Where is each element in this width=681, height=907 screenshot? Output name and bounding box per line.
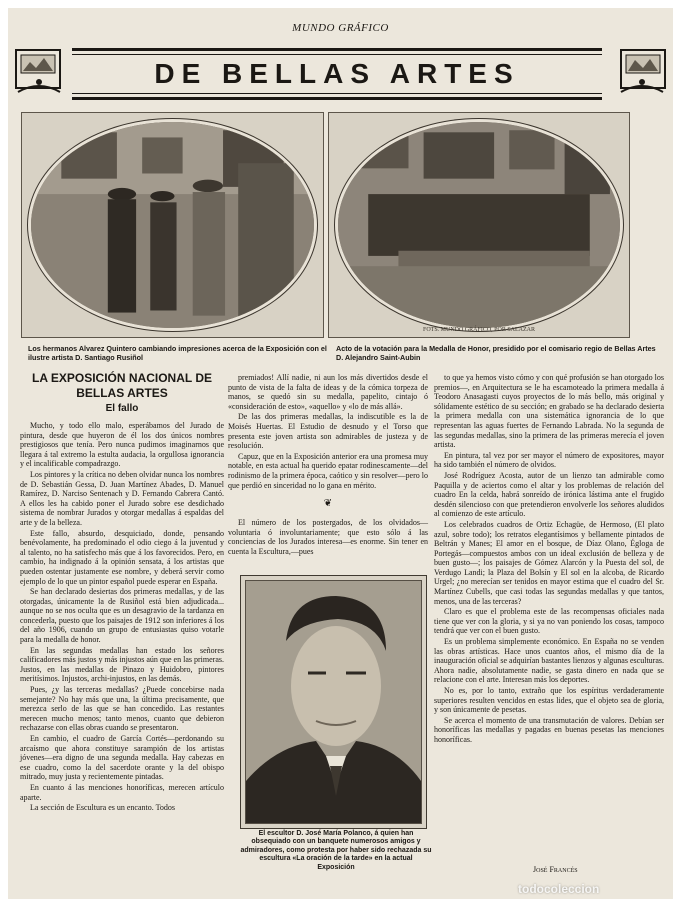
portrait-caption: El escultor D. José María Polanco, á quien han obsequiado con un banquete numerosos amigos y admiradores, como protesta por haber sido rechazada su escultura «La oración de la tarde» en la actual Exposición xyxy=(240,830,432,871)
paragraph: Claro es que el problema este de las recompensas oficiales nada tiene que ver con la gloria, y si ya no van poniendo los cosas, tampoco tendrá que ver con el buen gusto. xyxy=(434,607,664,636)
paragraph: Los pintores y la crítica no deben olvidar nunca los nombres de D. Sebastián Gessa, D. Juan Martínez Abades, D. Manuel Ramírez, D. Narciso Sentenach y D. Fernando Cabrera Cantó. A ellos les ha cabido poner el Jurado sobre ese desdichado sistema de nombrar Jurados y otorgar medallas á espaldas del arte y de la belleza. xyxy=(20,469,224,527)
section-banner xyxy=(72,48,602,100)
column-1 xyxy=(20,371,224,814)
paragraph: Se han declarado desiertas dos primeras medallas, y de las otorgadas, únicamente la de Rusiñol está bien adjudicada... aunque no se nos oculta que es un desagravio de la tardanza en concederla, puesto que los paisajes de 1912 son inferiores á los del año 1906, cuando un grupo de entusiastas quiso votarle para la medalla de honor. xyxy=(20,587,224,645)
photo-oval-right xyxy=(335,119,623,331)
right-ornament-icon xyxy=(617,44,667,96)
paragraph: No es, por lo tanto, extraño que los espíritus verdaderamente superiores resulten vencidos en estas lides, que el objeto sea de gloria, y son únicamente de pesetas. xyxy=(434,686,664,715)
photo-alvarez-quintero xyxy=(21,112,324,338)
paragraph: Se acerca el momento de una transmutación de valores. Debían ser honoríficas las medallas y pagadas en buenas pesetas las menciones honoríficas. xyxy=(434,715,664,744)
article-subheading: El fallo xyxy=(105,403,139,414)
paragraph: Pues, ¿y las terceras medallas? ¿Puede concebirse nada semejante? No hay más que una, la última precisamente, que merezca serlo de las que se han concedido. Las restantes merecen mucho menos; tanto menos, cuanto que debieron rechazarse con ellas obras cuando se presentaron. xyxy=(20,685,224,733)
column-2 xyxy=(228,373,428,558)
jury-vote-image xyxy=(338,122,620,328)
left-ornament-icon xyxy=(14,44,64,96)
watermark: todocoleccion xyxy=(518,882,600,896)
banner-title: DE BELLAS ARTES xyxy=(154,58,520,89)
paragraph: premiados! Allí nadie, ni aun los más divertidos desde el punto de vista de la falta de ideas y de la cómica torpeza de manos, se quedó sin su medalla, papelito, cintajo ó «consideración de esto», «aquello» y «lo de más allá». xyxy=(228,373,428,411)
paragraph: En pintura, tal vez por ser mayor el número de expositores, mayor ha sido también el número de olvidos. xyxy=(434,450,664,470)
paragraph: Los celebrados cuadros de Ortiz Echagüe, de Hermoso, (El plato azul, sobre todo); los retratos elegantísimos y bellamente pintados de Beltrán y Manes; El amor en el bosque, de Díaz Olano, Égloga de Portegás—compuestos ambos con un ideal exclusión de belleza y de buen gusto—; los paisajes de Gómez Alarcón y la Puesta del sol, de Verdugo Landi; la Plaza del Bolsín y El sol en la alcoba, de Ricardo Urgel; ¿no merecían ser tenidos en mayor estima que el cuadro del Sr. Martínez Cubells, que casi todas las segundas medallas y que tantos, menos, una de las terceras? xyxy=(434,519,664,606)
paragraph: Capuz, que en la Exposición anterior era una promesa muy notable, en esta actual ha querido epatar rodinescamente—del rodinismo de la primera época, caótico y sin resolver—pero lo que perdió en sinceridad no lo gana en mérito. xyxy=(228,451,428,490)
author-signature: José Francés xyxy=(533,865,578,874)
photo-oval-left xyxy=(28,119,317,331)
portrait-image-frame xyxy=(245,580,422,824)
caption-left: Los hermanos Alvarez Quintero cambiando impresiones acerca de la Exposición con el ilustre artista D. Santiago Rusiñol xyxy=(28,344,327,362)
paragraph: En cambio, el cuadro de García Cortés—perdonando su arcaísmo que ahora constituye sarampión de los artistas jóvenes—era digno de una segunda medalla. Hay cabezas en ese cuadro, como la del sacerdote orante y la del obispo mitrado, muy justa y recientemente pintadas. xyxy=(20,734,224,782)
gallery-scene-image xyxy=(31,122,314,328)
paragraph: En las segundas medallas han estado los señores calificadores más justos y más injustos aún que en las primeras. Justos, en las medallas de Pinazo y Huidobro, pintores meritísimos. Injustos, archi-injustos, en las demás. xyxy=(20,645,224,684)
paragraph: Es un problema simplemente económico. En España no se venden las obras artísticas. Hace unos cuantos años, el mismo día de la inauguración oficial se adquirían bastantes lienzos y algunas esculturas. Ahora nadie, absolutamente nadie, se gasta dinero en nada que se relacione con el arte. Interesan más los deportes. xyxy=(434,637,664,685)
article-heading: LA EXPOSICIÓN NACIONAL DE BELLAS ARTES xyxy=(31,371,213,400)
paragraph: to que ya hemos visto cómo y con qué profusión se han otorgado los premios—, en Arquitectura se le ha escamoteado la primera medalla á Teodoro Anasagasti cuyos proyectos de lo más bello, más original y sólidamente estético de su sección; en grabado se ha declarado desierta la primera medalla con una sistemática ignorancia de lo que representan las aguas fuertes de Fernando Labrada. No la segunda de las segundas medallas, sino la primera de las primeras merecía el joven artista. xyxy=(434,373,664,450)
photo-credit: FOTS. MUNDO GRÁFICO, POR SALAZAR xyxy=(422,327,536,333)
magazine-page xyxy=(8,8,673,899)
paragraph: José Rodríguez Acosta, autor de un lienzo tan admirable como Paquilla y de aciertos como el altar y los problemas de relación del cuadro En la celda, habrá sonreído de irónica lástima ante el frugido desdén silencioso con que pretendieron envolverle los señores aludidos al comienzo de este artículo. xyxy=(434,470,664,519)
paragraph: De las dos primeras medallas, la indiscutible es la de Moisés Huertas. El Estudio de desnudo y el Torso que presenta este joven artista son admirables de justeza y de resolución. xyxy=(228,412,428,451)
paragraph: Mucho, y todo ello malo, esperábamos del Jurado de pintura, desde que huyeron de él los dos únicos nombres prestigiosos que tenía. Pero nunca pudimos imaginarnos que llegara á tal extremo la estulta audacia, la orgullosa ignorancia y el incalificable compadrazgo. xyxy=(20,421,224,469)
portrait-polanco xyxy=(240,575,427,829)
caption-right: Acto de la votación para la Medalla de Honor, presidido por el comisario regio de Bellas Artes D. Alejandro Saint-Aubin xyxy=(336,344,656,362)
column-3 xyxy=(434,373,664,746)
photo-votacion xyxy=(328,112,630,338)
paragraph: Este fallo, absurdo, desquiciado, donde, pensando benévolamente, ha predominado el odio ciego á la juventud y al talento, no ha satisfecho más que á los favorecidos. Pero, en cambio, ha indignado á la opinión sensata, á los artistas que pueden ostentar justamente ese nombre, y deberá servir como ejemplo de lo que un pintor español puede esperar en España. xyxy=(20,528,224,586)
portrait-image xyxy=(246,581,421,823)
masthead: MUNDO GRÁFICO xyxy=(292,22,389,34)
paragraph: La sección de Escultura es un encanto. Todos xyxy=(30,803,176,813)
fleuron-divider: ❦ xyxy=(323,498,333,510)
paragraph: En cuanto á las menciones honoríficas, merecen artículo aparte. xyxy=(20,782,224,802)
paragraph: El número de los postergados, de los olvidados—voluntaria ó involuntariamente; que esto sólo á las conciencias de los Jurados interesa—es enorme. Sin tener en cuenta la Escultura,—pues xyxy=(228,518,428,556)
